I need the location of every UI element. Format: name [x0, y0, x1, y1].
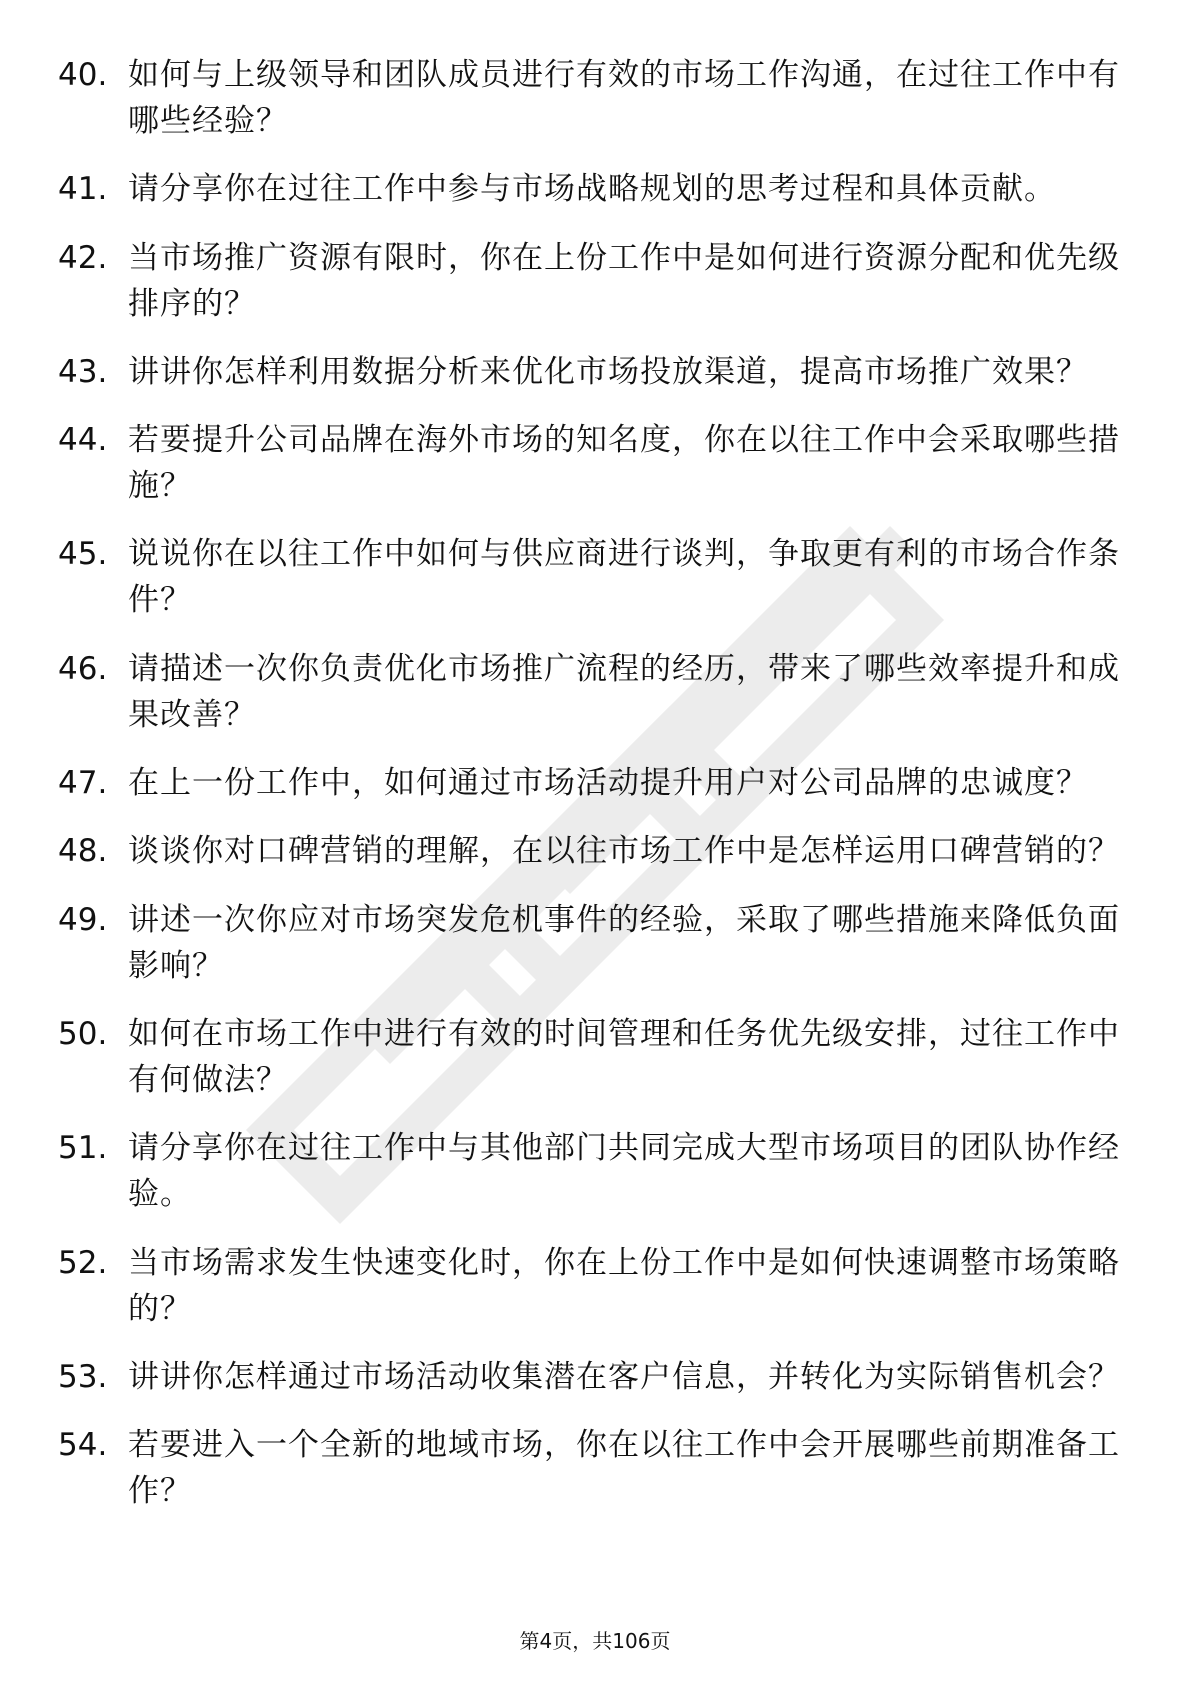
- question-text: 若要提升公司品牌在海外市场的知名度，你在以往工作中会采取哪些措施？: [128, 422, 1120, 505]
- question-item: [58, 897, 1120, 989]
- question-item: [58, 1011, 1120, 1103]
- question-item: [58, 760, 1120, 806]
- question-text: 说说你在以往工作中如何与供应商进行谈判，争取更有利的市场合作条件？: [128, 536, 1120, 619]
- question-item: [58, 1422, 1120, 1514]
- question-item: [58, 235, 1120, 327]
- question-number: 51.: [58, 1130, 108, 1167]
- question-text: 当市场推广资源有限时，你在上份工作中是如何进行资源分配和优先级排序的？: [128, 239, 1120, 322]
- question-number: 49.: [58, 901, 108, 938]
- question-item: [58, 417, 1120, 509]
- question-item: [58, 349, 1120, 395]
- question-text: 在上一份工作中，如何通过市场活动提升用户对公司品牌的忠诚度？: [128, 765, 1088, 802]
- question-item: [58, 646, 1120, 738]
- page-number-footer: 第4页，共106页: [519, 1629, 671, 1653]
- question-number: 53.: [58, 1358, 108, 1395]
- question-text: 请分享你在过往工作中与其他部门共同完成大型市场项目的团队协作经验。: [128, 1130, 1120, 1213]
- question-text: 如何在市场工作中进行有效的时间管理和任务优先级安排，过往工作中有何做法？: [128, 1015, 1120, 1098]
- question-number: 41.: [58, 171, 108, 208]
- question-number: 40.: [58, 57, 108, 93]
- question-number: 47.: [58, 765, 108, 802]
- question-item: [58, 531, 1120, 623]
- question-number: 52.: [58, 1244, 108, 1281]
- question-item: [58, 1125, 1120, 1217]
- question-number: 42.: [58, 239, 108, 276]
- question-text: 如何与上级领导和团队成员进行有效的市场工作沟通，在过往工作中有哪些经验？: [128, 57, 1120, 139]
- question-number: 45.: [58, 536, 108, 573]
- question-text: 讲讲你怎样利用数据分析来优化市场投放渠道，提高市场推广效果？: [128, 353, 1088, 390]
- question-text: 请分享你在过往工作中参与市场战略规划的思考过程和具体贡献。: [128, 171, 1056, 208]
- question-item: [58, 1240, 1120, 1332]
- question-item: [58, 166, 1120, 212]
- question-text: 请描述一次你负责优化市场推广流程的经历，带来了哪些效率提升和成果改善？: [128, 650, 1120, 733]
- question-number: 48.: [58, 833, 108, 870]
- question-number: 46.: [58, 650, 108, 687]
- question-list: [58, 52, 1120, 1536]
- question-number: 54.: [58, 1427, 108, 1464]
- question-item: [58, 828, 1120, 874]
- question-text: 讲讲你怎样通过市场活动收集潜在客户信息，并转化为实际销售机会？: [128, 1358, 1120, 1395]
- question-item: [58, 1354, 1120, 1400]
- question-number: 44.: [58, 422, 108, 459]
- question-number: 43.: [58, 353, 108, 390]
- question-text: 当市场需求发生快速变化时，你在上份工作中是如何快速调整市场策略的？: [128, 1244, 1120, 1327]
- question-text: 讲述一次你应对市场突发危机事件的经验，采取了哪些措施来降低负面影响？: [128, 901, 1120, 984]
- question-item: [58, 52, 1120, 144]
- question-text: 谈谈你对口碑营销的理解，在以往市场工作中是怎样运用口碑营销的？: [128, 833, 1120, 870]
- question-text: 若要进入一个全新的地域市场，你在以往工作中会开展哪些前期准备工作？: [128, 1427, 1120, 1510]
- question-number: 50.: [58, 1015, 108, 1052]
